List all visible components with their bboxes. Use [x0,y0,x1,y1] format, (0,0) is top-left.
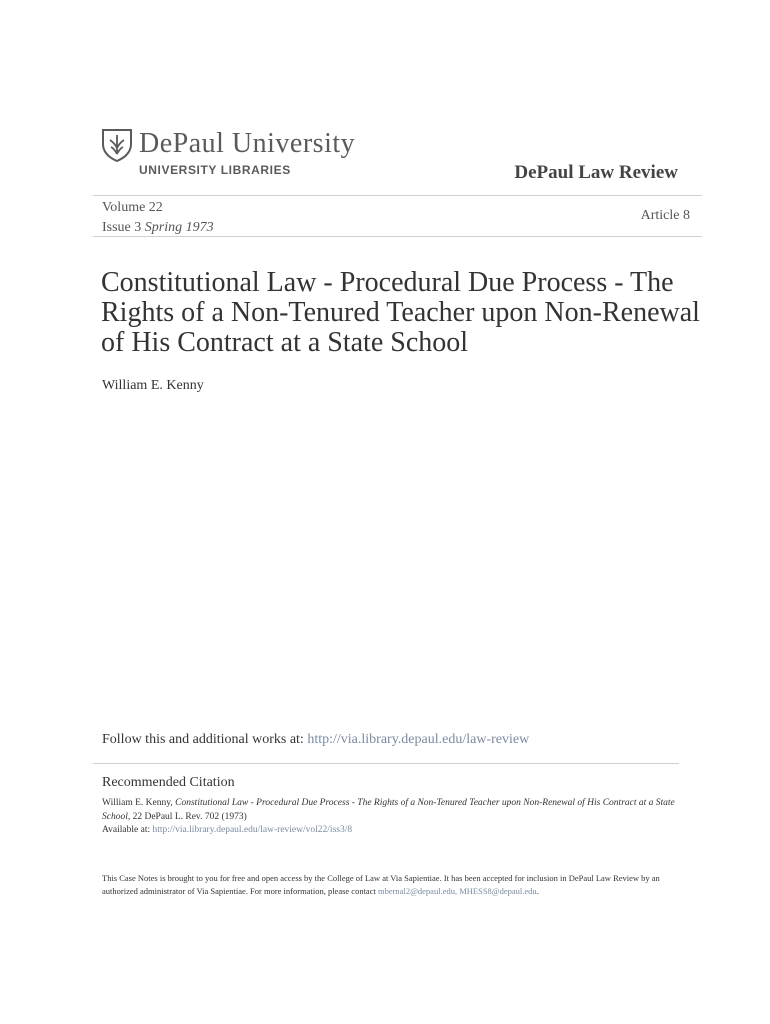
recommended-citation-heading: Recommended Citation [102,775,235,790]
follow-line [102,732,529,748]
libraries-label: UNIVERSITY LIBRARIES [139,163,291,177]
depaul-shield-icon [101,128,133,162]
divider-bottom [93,236,702,237]
volume-link[interactable]: Volume 22 [102,200,163,215]
issue-season: Spring 1973 [144,220,214,235]
citation-text [102,797,682,838]
citation-source: , 22 DePaul L. Rev. 702 (1973) [127,811,247,822]
contact-emails[interactable]: mbernal2@depaul.edu, MHESS8@depaul.edu [377,886,537,896]
university-name: DePaul University [139,128,356,159]
issue-number: Issue 3 [102,220,142,235]
notice-end: . [536,886,539,896]
divider-top [93,195,702,196]
notice-text: This Case Notes is brought to you for free and open access by the College of Law at Via Sapientiae. It has been accepted for inclusion in DePaul Law Review by an authorized administrator of Via Sapientiae. For more information, please contact [102,873,660,896]
issue-line[interactable] [102,218,214,238]
divider-citation [93,763,679,764]
follow-text: Follow this and additional works at: [102,732,308,747]
article-author[interactable]: William E. Kenny [102,378,204,393]
open-access-notice [102,872,682,898]
article-title: Constitutional Law - Procedural Due Process - The Rights of a Non-Tenured Teacher upon Non-Renewal of His Contract at a State School [101,267,700,358]
article-number: Article 8 [640,208,690,223]
citation-title: Constitutional Law - Procedural Due Process - The Rights of a Non-Tenured Teacher upon Non-Renewal of His Contract at a State School [102,798,675,822]
university-logo [101,128,391,180]
journal-name[interactable]: DePaul Law Review [514,162,678,183]
citation-author: William E. Kenny, [102,798,176,808]
follow-link[interactable]: http://via.library.depaul.edu/law-review [307,732,530,747]
citation-available-link[interactable]: http://via.library.depaul.edu/law-review/vol22/iss3/8 [152,825,353,835]
citation-available-label: Available at: [102,825,153,835]
volume-issue [102,198,214,238]
